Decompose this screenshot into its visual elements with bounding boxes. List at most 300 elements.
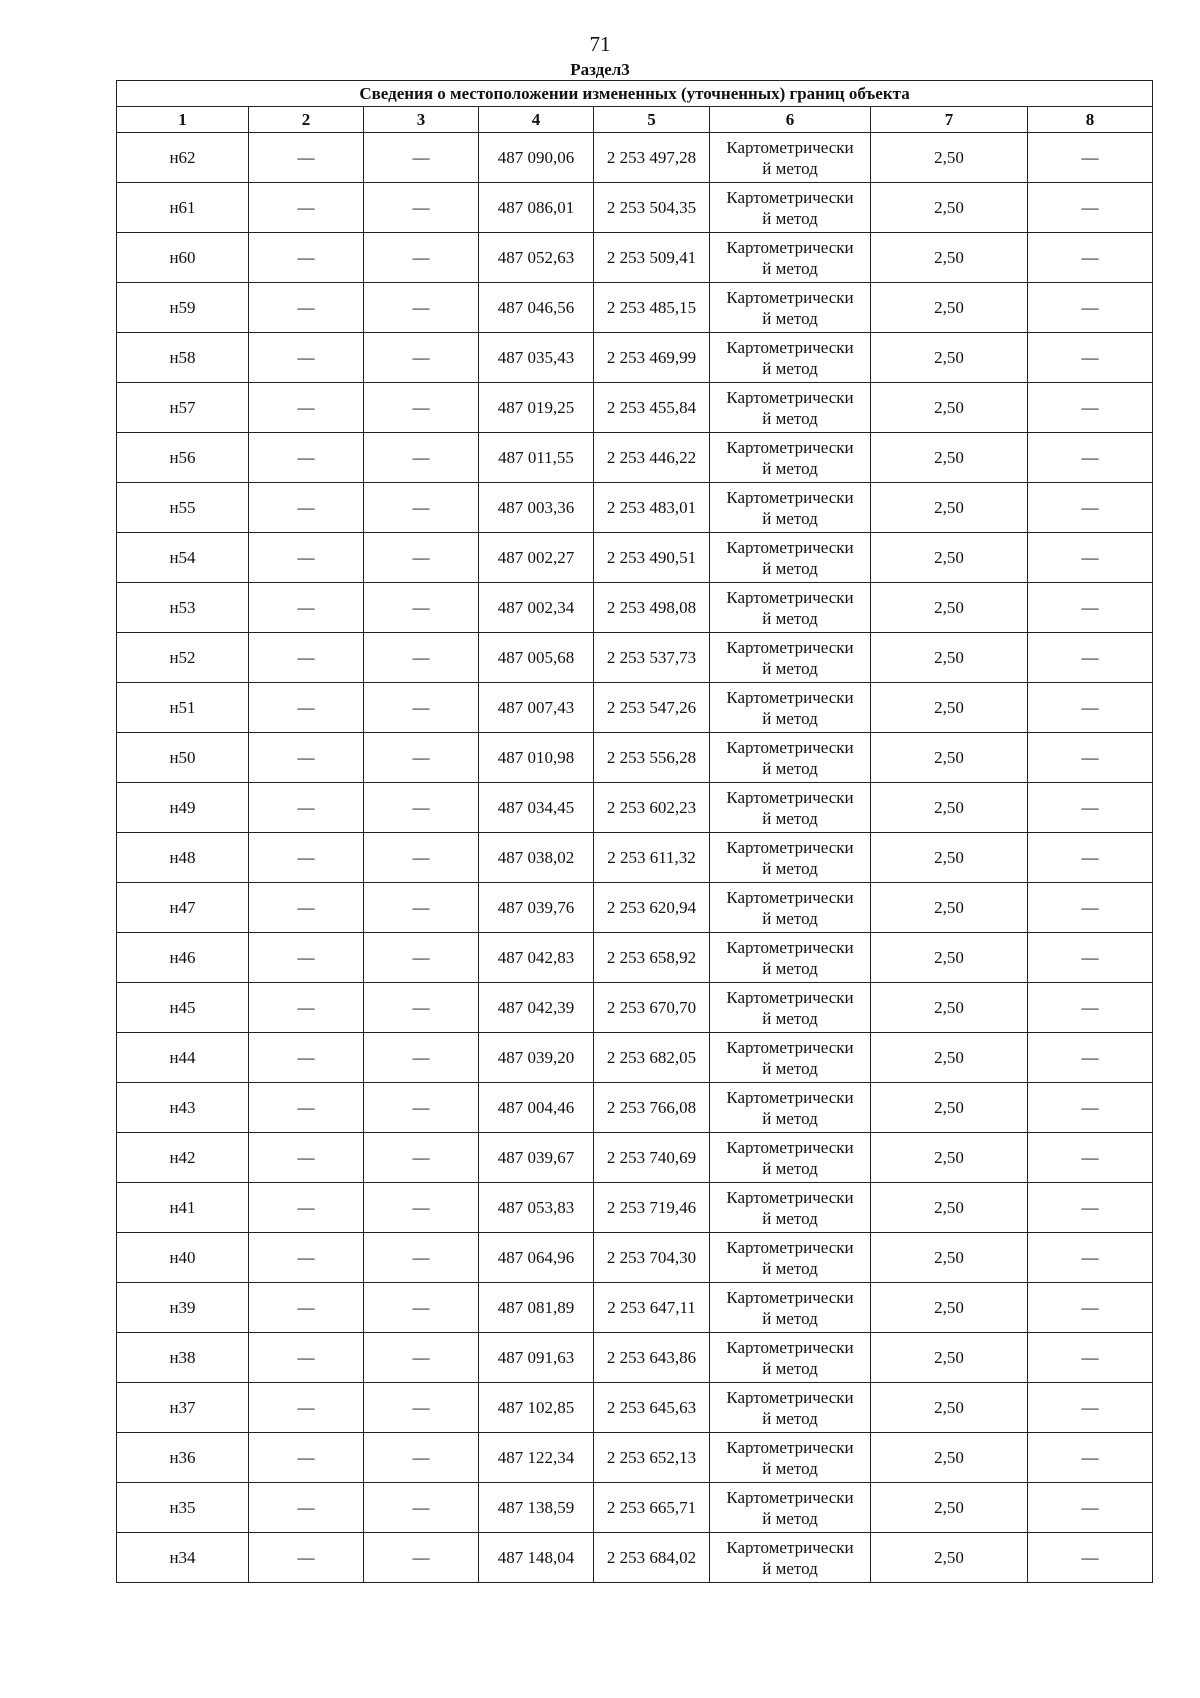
table-row <box>117 583 1153 633</box>
column-number: 8 <box>1028 107 1153 133</box>
column-2-cell: — <box>249 1383 364 1433</box>
column-2-cell: — <box>249 733 364 783</box>
x-coordinate-cell: 487 122,34 <box>479 1433 594 1483</box>
method-cell <box>710 1333 871 1383</box>
y-coordinate-cell: 2 253 682,05 <box>594 1033 710 1083</box>
column-8-cell: — <box>1028 1033 1153 1083</box>
method-cell <box>710 133 871 183</box>
column-3-cell: — <box>364 733 479 783</box>
method-line-2: й метод <box>762 858 818 878</box>
column-3-cell: — <box>364 1233 479 1283</box>
point-number-cell: н47 <box>117 883 249 933</box>
column-8-cell: — <box>1028 933 1153 983</box>
x-coordinate-cell: 487 046,56 <box>479 283 594 333</box>
accuracy-cell: 2,50 <box>871 383 1028 433</box>
table-row <box>117 633 1153 683</box>
table-body <box>117 133 1153 1583</box>
table-row <box>117 833 1153 883</box>
accuracy-cell: 2,50 <box>871 1133 1028 1183</box>
table-row <box>117 433 1153 483</box>
x-coordinate-cell: 487 042,83 <box>479 933 594 983</box>
method-line-2: й метод <box>762 958 818 978</box>
method-line-2: й метод <box>762 658 818 678</box>
method-line-1: Картометрически <box>726 337 854 357</box>
x-coordinate-cell: 487 019,25 <box>479 383 594 433</box>
table-row <box>117 683 1153 733</box>
table-caption: Сведения о местоположении измененных (уточненных) границ объекта <box>117 81 1153 107</box>
method-line-1: Картометрически <box>726 487 854 507</box>
method-cell <box>710 1133 871 1183</box>
method-line-2: й метод <box>762 258 818 278</box>
column-3-cell: — <box>364 383 479 433</box>
column-3-cell: — <box>364 483 479 533</box>
column-8-cell: — <box>1028 183 1153 233</box>
method-line-1: Картометрически <box>726 587 854 607</box>
accuracy-cell: 2,50 <box>871 833 1028 883</box>
method-cell <box>710 533 871 583</box>
point-number-cell: н37 <box>117 1383 249 1433</box>
table-row <box>117 883 1153 933</box>
point-number-cell: н62 <box>117 133 249 183</box>
y-coordinate-cell: 2 253 490,51 <box>594 533 710 583</box>
table-row <box>117 1433 1153 1483</box>
x-coordinate-cell: 487 034,45 <box>479 783 594 833</box>
section-title: Раздел3 <box>570 60 630 79</box>
table-row <box>117 283 1153 333</box>
column-3-cell: — <box>364 433 479 483</box>
method-line-1: Картометрически <box>726 537 854 557</box>
column-8-cell: — <box>1028 1283 1153 1333</box>
point-number-cell: н60 <box>117 233 249 283</box>
x-coordinate-cell: 487 081,89 <box>479 1283 594 1333</box>
column-2-cell: — <box>249 683 364 733</box>
column-2-cell: — <box>249 783 364 833</box>
accuracy-cell: 2,50 <box>871 1333 1028 1383</box>
y-coordinate-cell: 2 253 665,71 <box>594 1483 710 1533</box>
method-line-1: Картометрически <box>726 937 854 957</box>
method-cell <box>710 1233 871 1283</box>
column-8-cell: — <box>1028 133 1153 183</box>
point-number-cell: н43 <box>117 1083 249 1133</box>
column-3-cell: — <box>364 283 479 333</box>
method-cell <box>710 733 871 783</box>
column-2-cell: — <box>249 1033 364 1083</box>
column-2-cell: — <box>249 1083 364 1133</box>
method-line-2: й метод <box>762 1308 818 1328</box>
point-number-cell: н45 <box>117 983 249 1033</box>
method-line-1: Картометрически <box>726 687 854 707</box>
x-coordinate-cell: 487 064,96 <box>479 1233 594 1283</box>
column-8-cell: — <box>1028 283 1153 333</box>
x-coordinate-cell: 487 039,67 <box>479 1133 594 1183</box>
column-8-cell: — <box>1028 533 1153 583</box>
y-coordinate-cell: 2 253 497,28 <box>594 133 710 183</box>
y-coordinate-cell: 2 253 504,35 <box>594 183 710 233</box>
x-coordinate-cell: 487 052,63 <box>479 233 594 283</box>
table-row <box>117 1233 1153 1283</box>
accuracy-cell: 2,50 <box>871 983 1028 1033</box>
x-coordinate-cell: 487 005,68 <box>479 633 594 683</box>
method-line-2: й метод <box>762 908 818 928</box>
x-coordinate-cell: 487 039,76 <box>479 883 594 933</box>
column-8-cell: — <box>1028 633 1153 683</box>
point-number-cell: н56 <box>117 433 249 483</box>
column-3-cell: — <box>364 983 479 1033</box>
method-line-2: й метод <box>762 408 818 428</box>
table-row <box>117 483 1153 533</box>
accuracy-cell: 2,50 <box>871 1483 1028 1533</box>
method-line-2: й метод <box>762 1058 818 1078</box>
method-line-2: й метод <box>762 208 818 228</box>
accuracy-cell: 2,50 <box>871 183 1028 233</box>
method-cell <box>710 983 871 1033</box>
column-2-cell: — <box>249 133 364 183</box>
column-2-cell: — <box>249 483 364 533</box>
column-2-cell: — <box>249 1183 364 1233</box>
method-line-2: й метод <box>762 1208 818 1228</box>
column-3-cell: — <box>364 1283 479 1333</box>
point-number-cell: н59 <box>117 283 249 333</box>
column-8-cell: — <box>1028 583 1153 633</box>
column-8-cell: — <box>1028 983 1153 1033</box>
column-8-cell: — <box>1028 783 1153 833</box>
method-line-1: Картометрически <box>726 737 854 757</box>
method-cell <box>710 883 871 933</box>
method-line-2: й метод <box>762 308 818 328</box>
accuracy-cell: 2,50 <box>871 583 1028 633</box>
column-8-cell: — <box>1028 1183 1153 1233</box>
column-3-cell: — <box>364 683 479 733</box>
method-cell <box>710 783 871 833</box>
column-8-cell: — <box>1028 833 1153 883</box>
method-cell <box>710 1083 871 1133</box>
table-row <box>117 983 1153 1033</box>
accuracy-cell: 2,50 <box>871 1533 1028 1583</box>
point-number-cell: н55 <box>117 483 249 533</box>
x-coordinate-cell: 487 007,43 <box>479 683 594 733</box>
column-3-cell: — <box>364 1333 479 1383</box>
method-line-1: Картометрически <box>726 1537 854 1557</box>
column-8-cell: — <box>1028 1333 1153 1383</box>
method-cell <box>710 1433 871 1483</box>
accuracy-cell: 2,50 <box>871 883 1028 933</box>
y-coordinate-cell: 2 253 547,26 <box>594 683 710 733</box>
table-row <box>117 1333 1153 1383</box>
column-8-cell: — <box>1028 1483 1153 1533</box>
x-coordinate-cell: 487 039,20 <box>479 1033 594 1083</box>
method-line-1: Картометрически <box>726 1287 854 1307</box>
method-line-2: й метод <box>762 708 818 728</box>
column-2-cell: — <box>249 183 364 233</box>
y-coordinate-cell: 2 253 485,15 <box>594 283 710 333</box>
column-2-cell: — <box>249 933 364 983</box>
column-8-cell: — <box>1028 1083 1153 1133</box>
table-row <box>117 1533 1153 1583</box>
accuracy-cell: 2,50 <box>871 283 1028 333</box>
x-coordinate-cell: 487 038,02 <box>479 833 594 883</box>
method-line-2: й метод <box>762 1358 818 1378</box>
column-2-cell: — <box>249 983 364 1033</box>
method-line-2: й метод <box>762 608 818 628</box>
column-2-cell: — <box>249 833 364 883</box>
y-coordinate-cell: 2 253 537,73 <box>594 633 710 683</box>
method-cell <box>710 433 871 483</box>
y-coordinate-cell: 2 253 620,94 <box>594 883 710 933</box>
accuracy-cell: 2,50 <box>871 683 1028 733</box>
column-2-cell: — <box>249 633 364 683</box>
column-2-cell: — <box>249 283 364 333</box>
column-3-cell: — <box>364 1433 479 1483</box>
x-coordinate-cell: 487 002,27 <box>479 533 594 583</box>
column-3-cell: — <box>364 633 479 683</box>
column-8-cell: — <box>1028 1233 1153 1283</box>
y-coordinate-cell: 2 253 498,08 <box>594 583 710 633</box>
column-3-cell: — <box>364 1533 479 1583</box>
accuracy-cell: 2,50 <box>871 783 1028 833</box>
accuracy-cell: 2,50 <box>871 233 1028 283</box>
method-line-2: й метод <box>762 1508 818 1528</box>
column-3-cell: — <box>364 1133 479 1183</box>
method-line-2: й метод <box>762 558 818 578</box>
column-3-cell: — <box>364 333 479 383</box>
method-line-2: й метод <box>762 1558 818 1578</box>
method-line-1: Картометрически <box>726 187 854 207</box>
column-number-row <box>117 107 1153 133</box>
x-coordinate-cell: 487 010,98 <box>479 733 594 783</box>
method-cell <box>710 683 871 733</box>
method-line-2: й метод <box>762 1158 818 1178</box>
accuracy-cell: 2,50 <box>871 1083 1028 1133</box>
column-3-cell: — <box>364 233 479 283</box>
point-number-cell: н49 <box>117 783 249 833</box>
accuracy-cell: 2,50 <box>871 333 1028 383</box>
method-cell <box>710 1383 871 1433</box>
accuracy-cell: 2,50 <box>871 533 1028 583</box>
y-coordinate-cell: 2 253 719,46 <box>594 1183 710 1233</box>
accuracy-cell: 2,50 <box>871 133 1028 183</box>
table-row <box>117 1283 1153 1333</box>
table-row <box>117 733 1153 783</box>
column-3-cell: — <box>364 533 479 583</box>
point-number-cell: н57 <box>117 383 249 433</box>
method-cell <box>710 633 871 683</box>
method-line-2: й метод <box>762 158 818 178</box>
method-cell <box>710 583 871 633</box>
accuracy-cell: 2,50 <box>871 1283 1028 1333</box>
method-line-1: Картометрически <box>726 287 854 307</box>
y-coordinate-cell: 2 253 483,01 <box>594 483 710 533</box>
accuracy-cell: 2,50 <box>871 483 1028 533</box>
accuracy-cell: 2,50 <box>871 1033 1028 1083</box>
column-3-cell: — <box>364 1183 479 1233</box>
y-coordinate-cell: 2 253 652,13 <box>594 1433 710 1483</box>
x-coordinate-cell: 487 002,34 <box>479 583 594 633</box>
method-cell <box>710 183 871 233</box>
column-3-cell: — <box>364 1383 479 1433</box>
method-line-2: й метод <box>762 1408 818 1428</box>
x-coordinate-cell: 487 090,06 <box>479 133 594 183</box>
method-line-2: й метод <box>762 758 818 778</box>
point-number-cell: н46 <box>117 933 249 983</box>
table-row <box>117 533 1153 583</box>
column-2-cell: — <box>249 433 364 483</box>
column-3-cell: — <box>364 183 479 233</box>
method-line-1: Картометрически <box>726 837 854 857</box>
column-8-cell: — <box>1028 1133 1153 1183</box>
x-coordinate-cell: 487 042,39 <box>479 983 594 1033</box>
column-3-cell: — <box>364 783 479 833</box>
column-2-cell: — <box>249 1433 364 1483</box>
column-8-cell: — <box>1028 683 1153 733</box>
method-line-1: Картометрически <box>726 137 854 157</box>
column-3-cell: — <box>364 833 479 883</box>
accuracy-cell: 2,50 <box>871 633 1028 683</box>
column-8-cell: — <box>1028 1433 1153 1483</box>
y-coordinate-cell: 2 253 740,69 <box>594 1133 710 1183</box>
column-2-cell: — <box>249 1333 364 1383</box>
method-line-1: Картометрически <box>726 1387 854 1407</box>
column-2-cell: — <box>249 1533 364 1583</box>
point-number-cell: н48 <box>117 833 249 883</box>
point-number-cell: н40 <box>117 1233 249 1283</box>
column-8-cell: — <box>1028 483 1153 533</box>
y-coordinate-cell: 2 253 658,92 <box>594 933 710 983</box>
method-cell <box>710 1533 871 1583</box>
method-line-1: Картометрически <box>726 1337 854 1357</box>
x-coordinate-cell: 487 091,63 <box>479 1333 594 1383</box>
table-row <box>117 383 1153 433</box>
column-3-cell: — <box>364 1483 479 1533</box>
column-2-cell: — <box>249 583 364 633</box>
method-line-1: Картометрически <box>726 387 854 407</box>
column-2-cell: — <box>249 1233 364 1283</box>
point-number-cell: н39 <box>117 1283 249 1333</box>
method-line-2: й метод <box>762 808 818 828</box>
method-line-2: й метод <box>762 1258 818 1278</box>
x-coordinate-cell: 487 138,59 <box>479 1483 594 1533</box>
method-line-1: Картометрически <box>726 787 854 807</box>
point-number-cell: н38 <box>117 1333 249 1383</box>
column-number: 6 <box>710 107 871 133</box>
method-line-2: й метод <box>762 458 818 478</box>
column-number: 1 <box>117 107 249 133</box>
x-coordinate-cell: 487 011,55 <box>479 433 594 483</box>
y-coordinate-cell: 2 253 643,86 <box>594 1333 710 1383</box>
method-line-2: й метод <box>762 1008 818 1028</box>
table-row <box>117 333 1153 383</box>
table-row <box>117 1483 1153 1533</box>
accuracy-cell: 2,50 <box>871 733 1028 783</box>
table-row <box>117 1083 1153 1133</box>
column-number: 2 <box>249 107 364 133</box>
y-coordinate-cell: 2 253 611,32 <box>594 833 710 883</box>
column-3-cell: — <box>364 583 479 633</box>
method-line-1: Картометрически <box>726 987 854 1007</box>
point-number-cell: н52 <box>117 633 249 683</box>
x-coordinate-cell: 487 003,36 <box>479 483 594 533</box>
column-8-cell: — <box>1028 233 1153 283</box>
column-8-cell: — <box>1028 433 1153 483</box>
method-cell <box>710 333 871 383</box>
method-line-1: Картометрически <box>726 1487 854 1507</box>
column-3-cell: — <box>364 1083 479 1133</box>
method-line-2: й метод <box>762 358 818 378</box>
column-2-cell: — <box>249 333 364 383</box>
column-8-cell: — <box>1028 1383 1153 1433</box>
point-number-cell: н36 <box>117 1433 249 1483</box>
column-2-cell: — <box>249 883 364 933</box>
column-2-cell: — <box>249 1283 364 1333</box>
method-line-1: Картометрически <box>726 1137 854 1157</box>
column-2-cell: — <box>249 233 364 283</box>
method-cell <box>710 1183 871 1233</box>
method-cell <box>710 1483 871 1533</box>
point-number-cell: н34 <box>117 1533 249 1583</box>
column-number: 3 <box>364 107 479 133</box>
accuracy-cell: 2,50 <box>871 433 1028 483</box>
method-line-1: Картометрически <box>726 1037 854 1057</box>
column-8-cell: — <box>1028 733 1153 783</box>
column-number: 7 <box>871 107 1028 133</box>
x-coordinate-cell: 487 053,83 <box>479 1183 594 1233</box>
y-coordinate-cell: 2 253 455,84 <box>594 383 710 433</box>
y-coordinate-cell: 2 253 684,02 <box>594 1533 710 1583</box>
y-coordinate-cell: 2 253 446,22 <box>594 433 710 483</box>
table-row <box>117 783 1153 833</box>
x-coordinate-cell: 487 035,43 <box>479 333 594 383</box>
y-coordinate-cell: 2 253 704,30 <box>594 1233 710 1283</box>
column-2-cell: — <box>249 533 364 583</box>
accuracy-cell: 2,50 <box>871 1233 1028 1283</box>
accuracy-cell: 2,50 <box>871 1183 1028 1233</box>
method-cell <box>710 483 871 533</box>
point-number-cell: н50 <box>117 733 249 783</box>
method-cell <box>710 833 871 883</box>
method-line-1: Картометрически <box>726 237 854 257</box>
y-coordinate-cell: 2 253 556,28 <box>594 733 710 783</box>
method-line-1: Картометрически <box>726 887 854 907</box>
method-line-2: й метод <box>762 508 818 528</box>
point-number-cell: н42 <box>117 1133 249 1183</box>
x-coordinate-cell: 487 102,85 <box>479 1383 594 1433</box>
method-cell <box>710 383 871 433</box>
y-coordinate-cell: 2 253 602,23 <box>594 783 710 833</box>
point-number-cell: н53 <box>117 583 249 633</box>
table-row <box>117 133 1153 183</box>
column-3-cell: — <box>364 883 479 933</box>
table-row <box>117 1183 1153 1233</box>
method-line-1: Картометрически <box>726 1237 854 1257</box>
column-8-cell: — <box>1028 383 1153 433</box>
method-line-1: Картометрически <box>726 1437 854 1457</box>
column-3-cell: — <box>364 1033 479 1083</box>
y-coordinate-cell: 2 253 766,08 <box>594 1083 710 1133</box>
accuracy-cell: 2,50 <box>871 933 1028 983</box>
x-coordinate-cell: 487 004,46 <box>479 1083 594 1133</box>
y-coordinate-cell: 2 253 469,99 <box>594 333 710 383</box>
table-row <box>117 1033 1153 1083</box>
column-2-cell: — <box>249 383 364 433</box>
y-coordinate-cell: 2 253 509,41 <box>594 233 710 283</box>
accuracy-cell: 2,50 <box>871 1433 1028 1483</box>
method-line-1: Картометрически <box>726 637 854 657</box>
y-coordinate-cell: 2 253 647,11 <box>594 1283 710 1333</box>
column-8-cell: — <box>1028 883 1153 933</box>
y-coordinate-cell: 2 253 670,70 <box>594 983 710 1033</box>
table-row <box>117 933 1153 983</box>
point-number-cell: н51 <box>117 683 249 733</box>
point-number-cell: н54 <box>117 533 249 583</box>
